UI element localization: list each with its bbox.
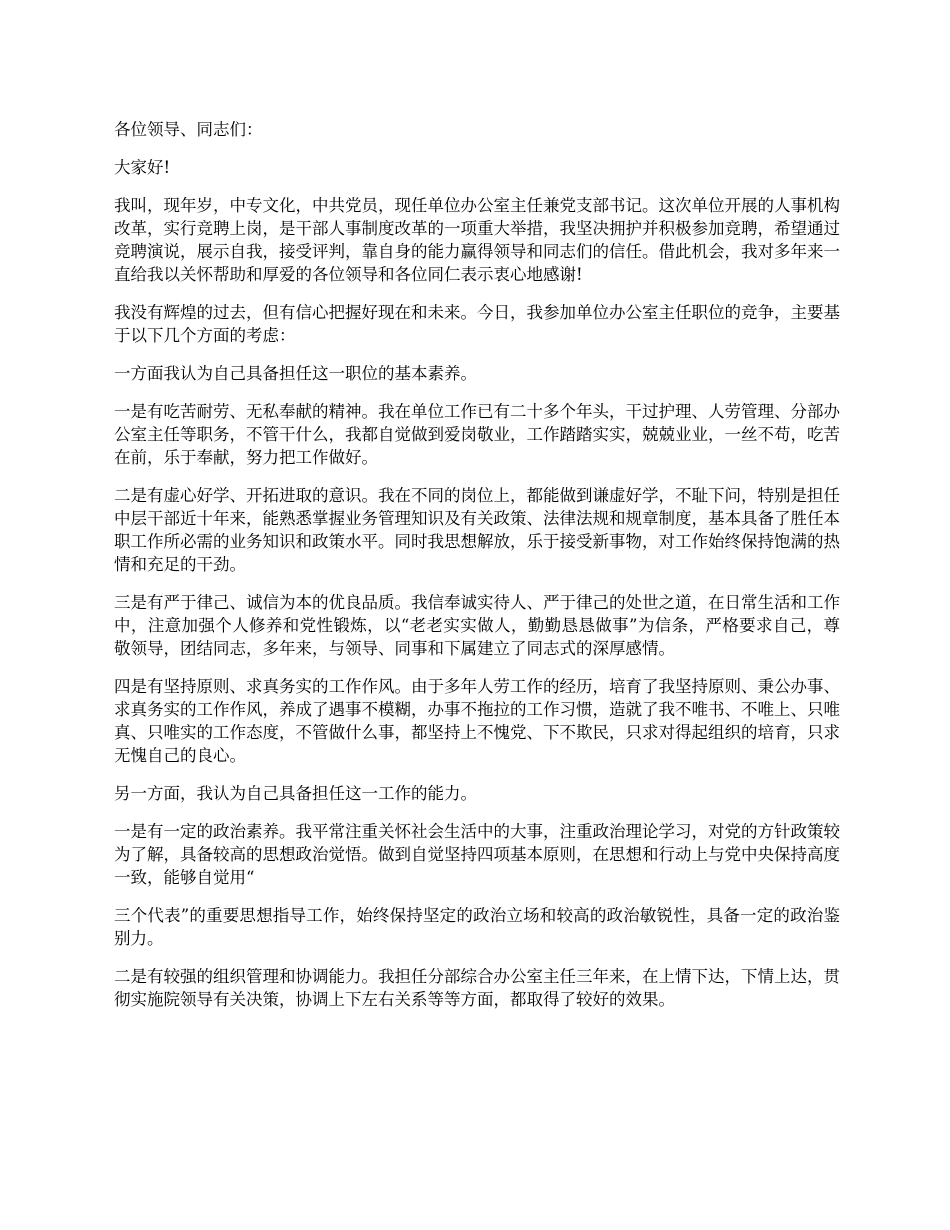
paragraph-ability-political: 一是有一定的政治素养。我平常注重关怀社会生活中的大事，注重政治理论学习，对党的方针政策较为了解，具备较高的思想政治觉悟。做到自觉坚持四项基本原则，在思想和行动上与党中央保持高度一致，能够自觉用“	[114, 822, 840, 887]
salutation: 各位领导、同志们：	[114, 120, 263, 139]
greeting: 大家好!	[114, 158, 171, 177]
paragraph-quality-learning: 二是有虚心好学、开拓进取的意识。我在不同的岗位上，都能做到谦虚好学，不耻下问，特别是担任中层干部近十年来，能熟悉掌握业务管理知识及有关政策、法律法规和规章制度，基本具备了胜任本职工作所必需的业务知识和政策水平。同时我思想解放，乐于接受新事物，对工作始终保持饱满的热情和充足的干劲。	[114, 486, 840, 574]
paragraph-ability-management: 二是有较强的组织管理和协调能力。我担任分部综合办公室主任三年来，在上情下达，下情上达，贯彻实施院领导有关决策，协调上下左右关系等等方面，都取得了较好的效果。	[114, 967, 840, 1009]
paragraph-ability-political-continued: 三个代表”的重要思想指导工作，始终保持坚定的政治立场和较高的政治敏锐性，具备一定的政治鉴别力。	[114, 906, 840, 948]
paragraph-section-qualities: 一方面我认为自己具备担任这一职位的基本素养。	[114, 364, 477, 383]
paragraph-quality-integrity: 三是有严于律己、诚信为本的优良品质。我信奉诚实待人、严于律己的处世之道，在日常生活和工作中，注意加强个人修养和党性锻炼，以“老老实实做人，勤勤恳恳做事”为信条，严格要求自己，尊敬领导，团结同志，多年来，与领导、同事和下属建立了同志式的深厚感情。	[114, 593, 840, 658]
paragraph-quality-principles: 四是有坚持原则、求真务实的工作作风。由于多年人劳工作的经历，培育了我坚持原则、秉公办事、求真务实的工作作风，养成了遇事不模糊，办事不拖拉的工作习惯，造就了我不唯书、不唯上、只唯真、只唯实的工作态度，不管做什么事，都坚持上不愧党、下不欺民，只求对得起组织的培育，只求无愧自己的良心。	[114, 677, 840, 765]
document-body	[114, 118, 840, 1026]
paragraph-section-abilities: 另一方面，我认为自己具备担任这一工作的能力。	[114, 784, 477, 803]
paragraph-motivation: 我没有辉煌的过去，但有信心把握好现在和未来。今日，我参加单位办公室主任职位的竞争，主要基于以下几个方面的考虑：	[114, 303, 840, 345]
paragraph-quality-diligence: 一是有吃苦耐劳、无私奉献的精神。我在单位工作已有二十多个年头，干过护理、人劳管理、分部办公室主任等职务，不管干什么，我都自觉做到爱岗敬业，工作踏踏实实，兢兢业业，一丝不苟，吃苦在前，乐于奉献，努力把工作做好。	[114, 402, 840, 467]
paragraph-self-introduction: 我叫，现年岁，中专文化，中共党员，现任单位办公室主任兼党支部书记。这次单位开展的人事机构改革，实行竞聘上岗，是干部人事制度改革的一项重大举措，我坚决拥护并积极参加竞聘，希望通过竞聘演说，展示自我，接受评判，靠自身的能力赢得领导和同志们的信任。借此机会，我对多年来一直给我以关怀帮助和厚爱的各位领导和各位同仁表示衷心地感谢!	[114, 196, 840, 284]
